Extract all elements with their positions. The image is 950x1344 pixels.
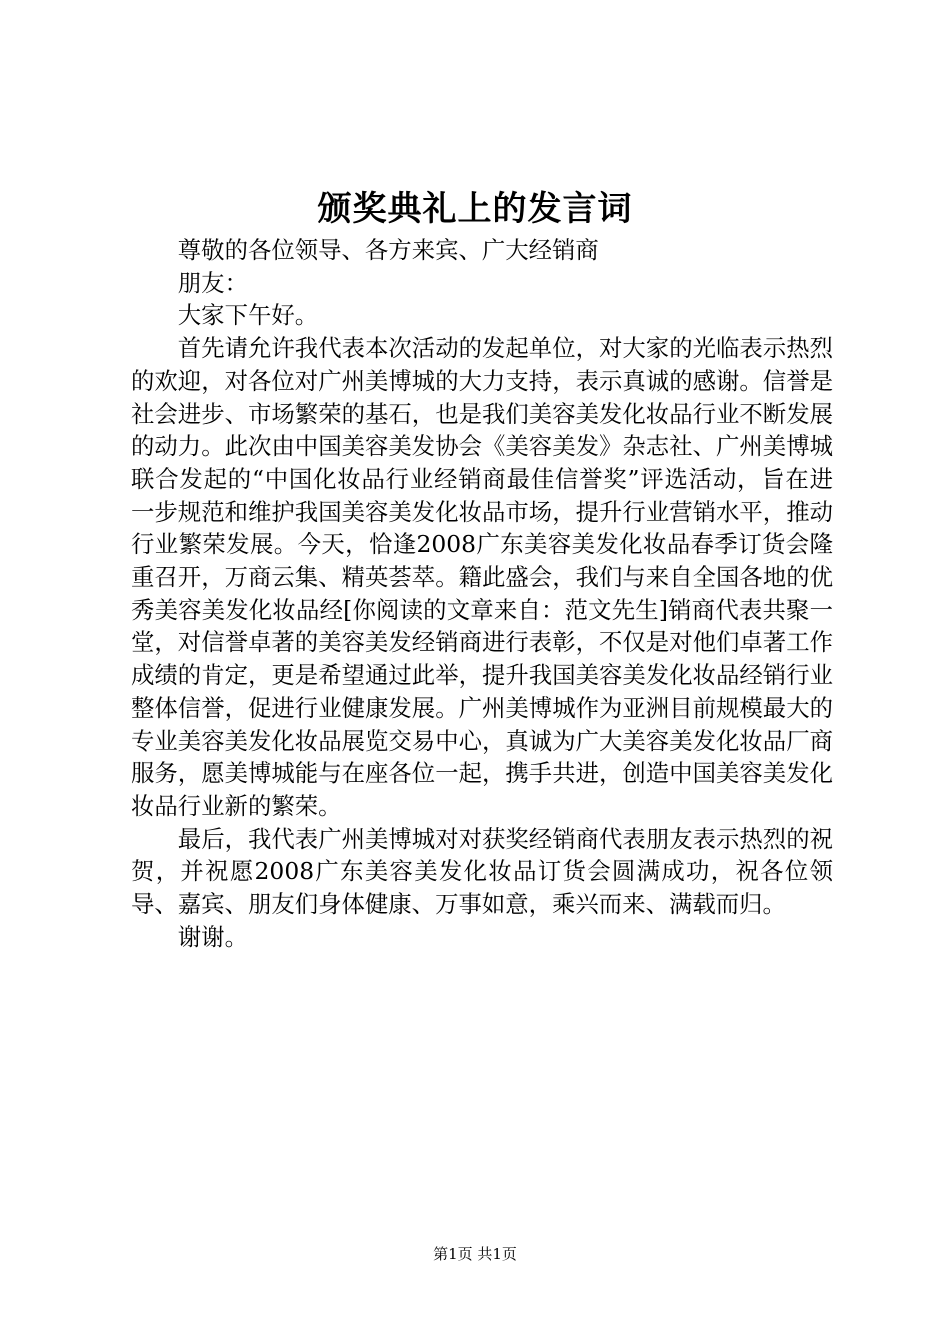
thanks-line: 谢谢。	[177, 922, 248, 951]
greeting-line: 尊敬的各位领导、各方来宾、广大经销商	[177, 236, 599, 264]
page-footer: 第1页 共1页	[433, 1245, 517, 1263]
document-body	[131, 234, 833, 953]
greeting-line-continued: 朋友：	[177, 268, 248, 297]
closing-paragraph: 最后，我代表广州美博城对对获奖经销商代表朋友表示热烈的祝贺，并祝愿2008广东美容美发化妆品订货会圆满成功，祝各位领导、嘉宾、朋友们身体健康、万事如意，乘兴而来、满载而归。	[131, 824, 833, 919]
body-paragraph: 首先请允许我代表本次活动的发起单位，对大家的光临表示热烈的欢迎，对各位对广州美博城的大力支持，表示真诚的感谢。信誉是社会进步、市场繁荣的基石，也是我们美容美发化妆品行业不断发展的动力。此次由中国美容美发协会《美容美发》杂志社、广州美博城联合发起的“中国化妆品行业经销商最佳信誉奖”评选活动，旨在进一步规范和维护我国美容美发化妆品市场，提升行业营销水平，推动行业繁荣发展。今天，恰逢2008广东美容美发化妆品春季订货会隆重召开，万商云集、精英荟萃。籍此盛会，我们与来自全国各地的优秀美容美发化妆品经[你阅读的文章来自：范文先生]销商代表共聚一堂，对信誉卓著的美容美发经销商进行表彰，不仅是对他们卓著工作成绩的肯定，更是希望通过此举，提升我国美容美发化妆品经销行业整体信誉，促进行业健康发展。广州美博城作为亚洲目前规模最大的专业美容美发化妆品展览交易中心，真诚为广大美容美发化妆品厂商服务，愿美博城能与在座各位一起，携手共进，创造中国美容美发化妆品行业新的繁荣。	[131, 334, 833, 820]
document-title: 颁奖典礼上的发言词	[317, 189, 633, 229]
salutation: 大家下午好。	[177, 301, 319, 330]
